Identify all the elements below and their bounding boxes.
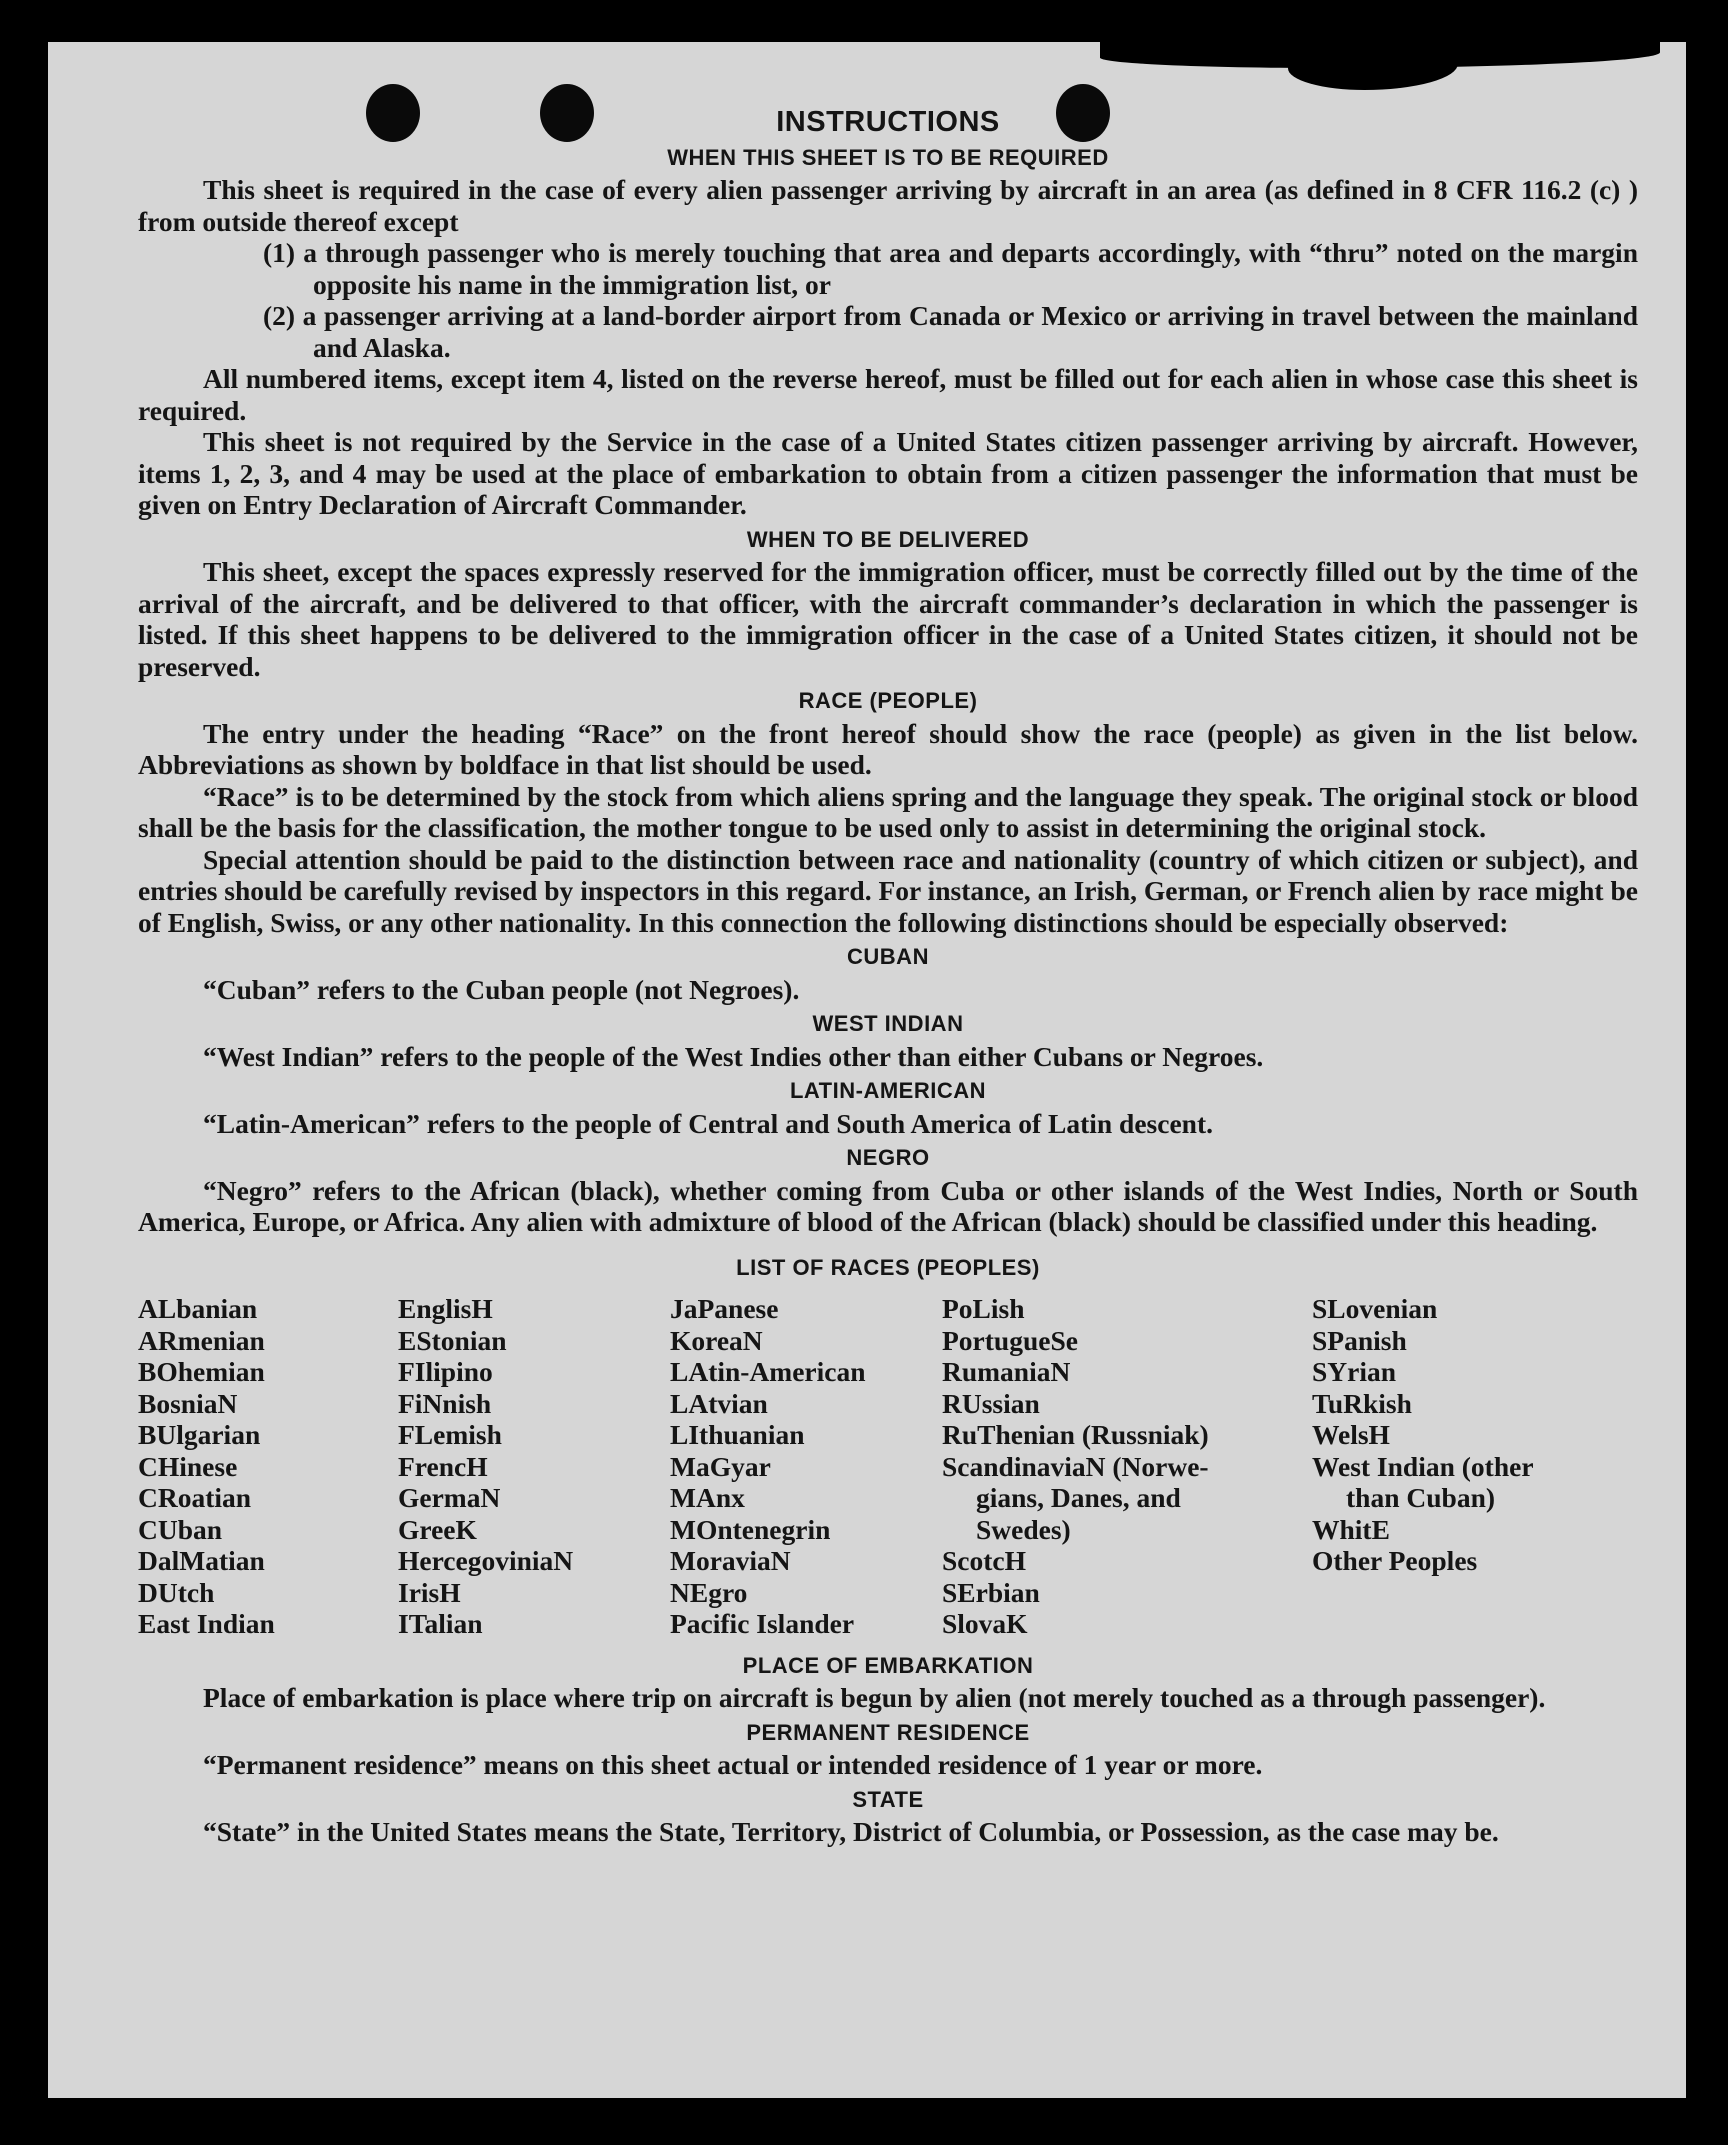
section-heading: WHEN TO BE DELIVERED — [746, 526, 1030, 552]
race-item: GermaN — [398, 1482, 501, 1513]
race-item: EStonian — [398, 1324, 507, 1356]
paragraph: “West Indian” refers to the people of the West Indies other than either Cubans or Negroes. — [203, 1040, 1264, 1072]
race-item: SLovenian — [1312, 1293, 1438, 1324]
race-item: BOhemian — [138, 1356, 265, 1387]
race-item: BUlgarian — [138, 1419, 261, 1450]
paragraph: All numbered items, except item 4, listed on the reverse hereof, must be filled out for each alien in whose case this sheet is required. — [138, 363, 1638, 426]
race-item: LIthuanian — [670, 1419, 805, 1450]
race-item: EnglisH — [398, 1293, 493, 1324]
section-heading: WEST INDIAN — [812, 1011, 964, 1036]
race-item: SPanish — [1312, 1324, 1407, 1356]
section-heading: NEGRO — [846, 1145, 930, 1170]
paragraph: The entry under the heading “Race” on the front hereof should show the race (people) as given in the list below. Abbreviations as shown by boldface in that list should be used. — [138, 717, 1638, 780]
race-item: FLemish — [398, 1419, 502, 1450]
race-item: FrencH — [398, 1450, 488, 1482]
race-item: HercegoviniaN — [398, 1545, 574, 1576]
race-item: RUssian — [942, 1387, 1040, 1419]
section-heading: WHEN THIS SHEET IS TO BE REQUIRED — [667, 144, 1109, 170]
race-item: DUtch — [138, 1576, 215, 1608]
race-item: PoLish — [942, 1293, 1025, 1324]
section-heading: CUBAN — [847, 944, 929, 969]
instructions-content — [138, 107, 1638, 1848]
race-item: TuRkish — [1312, 1387, 1412, 1419]
document-page — [48, 42, 1686, 2098]
race-item: East Indian — [138, 1608, 275, 1639]
races-column — [670, 1293, 942, 1640]
paragraph: This sheet, except the spaces expressly reserved for the immigration officer, must be correctly filled out by the time of the arrival of the aircraft, and be delivered to that officer, with the aircraft commander’s declaration in which the passenger is listed. If this sheet happens to be delivered to the immigration officer in the case of a United States citizen, it should not be preserved. — [138, 556, 1638, 682]
race-item: than Cuban) — [1346, 1482, 1496, 1513]
paragraph: This sheet is required in the case of every alien passenger arriving by aircraft in an area (as defined in 8 CFR 116.2 (c) ) from outside thereof except — [138, 174, 1638, 237]
paragraph: “Race” is to be determined by the stock from which aliens spring and the language they speak. The original stock or blood shall be the basis for the classification, the mother tongue to be used only to assist in determining the original stock. — [138, 780, 1638, 843]
race-item: SYrian — [1312, 1356, 1397, 1387]
race-item: gians, Danes, and — [976, 1482, 1181, 1513]
race-item: West Indian (other — [1312, 1450, 1534, 1482]
race-item: RuThenian (Russniak) — [942, 1419, 1209, 1450]
race-item: NEgro — [670, 1576, 748, 1608]
page-title: INSTRUCTIONS — [776, 106, 1000, 138]
paragraph: “Latin-American” refers to the people of Central and South America of Latin descent. — [203, 1107, 1213, 1139]
paragraph: “State” in the United States means the State, Territory, District of Columbia, or Possession, as the case may be. — [203, 1816, 1499, 1847]
race-item: CUban — [138, 1513, 223, 1545]
race-item: GreeK — [398, 1513, 477, 1545]
races-list — [138, 1293, 1638, 1640]
race-item: ITalian — [398, 1608, 483, 1639]
paragraph: “Negro” refers to the African (black), whether coming from Cuba or other islands of the West Indies, North or South America, Europe, or Africa. Any alien with admixture of blood of the African (black) should be classified under this heading. — [138, 1174, 1638, 1237]
race-item: JaPanese — [670, 1293, 779, 1324]
section-heading: PLACE OF EMBARKATION — [742, 1652, 1034, 1678]
race-item: MoraviaN — [670, 1545, 791, 1576]
race-item: FIlipino — [398, 1356, 493, 1387]
race-item: ScandinaviaN (Norwe- — [942, 1450, 1209, 1482]
section-heading: LIST OF RACES (PEOPLES) — [736, 1254, 1040, 1280]
paragraph: Special attention should be paid to the distinction between race and nationality (country of which citizen or subject), and entries should be carefully revised by inspectors in this regard. For instance, an Irish, German, or French alien by race might be of English, Swiss, or any other nationality. In this connection the following distinctions should be especially observed: — [138, 843, 1638, 938]
torn-edge — [1288, 42, 1458, 90]
race-item: CHinese — [138, 1450, 238, 1482]
paragraph: “Permanent residence” means on this sheet actual or intended residence of 1 year or more. — [203, 1749, 1263, 1780]
race-item: CRoatian — [138, 1482, 252, 1513]
race-item: MOntenegrin — [670, 1513, 831, 1545]
race-item: SlovaK — [942, 1608, 1028, 1639]
race-item: Pacific Islander — [670, 1608, 855, 1639]
race-item: WelsH — [1312, 1419, 1390, 1450]
race-item: PortugueSe — [942, 1324, 1078, 1356]
races-column — [942, 1293, 1312, 1640]
race-item: Swedes) — [976, 1513, 1071, 1545]
race-item: FiNnish — [398, 1387, 492, 1419]
race-item: ALbanian — [138, 1293, 258, 1324]
races-column — [398, 1293, 670, 1640]
race-item: LAtvian — [670, 1387, 768, 1419]
section-heading: STATE — [852, 1786, 924, 1812]
race-item: IrisH — [398, 1576, 461, 1608]
race-item: Other Peoples — [1312, 1545, 1478, 1576]
races-column — [138, 1293, 398, 1640]
list-item: (1) a through passenger who is merely touching that area and departs accordingly, with “thru” noted on the margin opposite his name in the immigration list, or — [263, 237, 1638, 300]
race-item: MAnx — [670, 1482, 745, 1513]
races-column — [1312, 1293, 1612, 1640]
race-item: WhitE — [1312, 1513, 1390, 1545]
section-heading: LATIN-AMERICAN — [789, 1078, 986, 1103]
race-item: SErbian — [942, 1576, 1040, 1608]
race-item: MaGyar — [670, 1450, 771, 1482]
section-heading: PERMANENT RESIDENCE — [746, 1719, 1030, 1745]
race-item: KoreaN — [670, 1324, 763, 1356]
paragraph: “Cuban” refers to the Cuban people (not Negroes). — [203, 973, 800, 1005]
list-item: (2) a passenger arriving at a land-border airport from Canada or Mexico or arriving in travel between the mainland and Alaska. — [263, 300, 1638, 363]
paragraph: Place of embarkation is place where trip on aircraft is begun by alien (not merely touched as a through passenger). — [203, 1682, 1546, 1713]
race-item: ARmenian — [138, 1324, 265, 1356]
race-item: DalMatian — [138, 1545, 265, 1576]
section-heading: RACE (PEOPLE) — [798, 688, 978, 713]
race-item: RumaniaN — [942, 1356, 1071, 1387]
paragraph: This sheet is not required by the Service in the case of a United States citizen passenger arriving by aircraft. However, items 1, 2, 3, and 4 may be used at the place of embarkation to obtain from a citizen passenger the information that must be given on Entry Declaration of Aircraft Commander. — [138, 426, 1638, 520]
race-item: LAtin-American — [670, 1356, 866, 1387]
race-item: BosniaN — [138, 1387, 238, 1419]
race-item: ScotcH — [942, 1545, 1027, 1576]
